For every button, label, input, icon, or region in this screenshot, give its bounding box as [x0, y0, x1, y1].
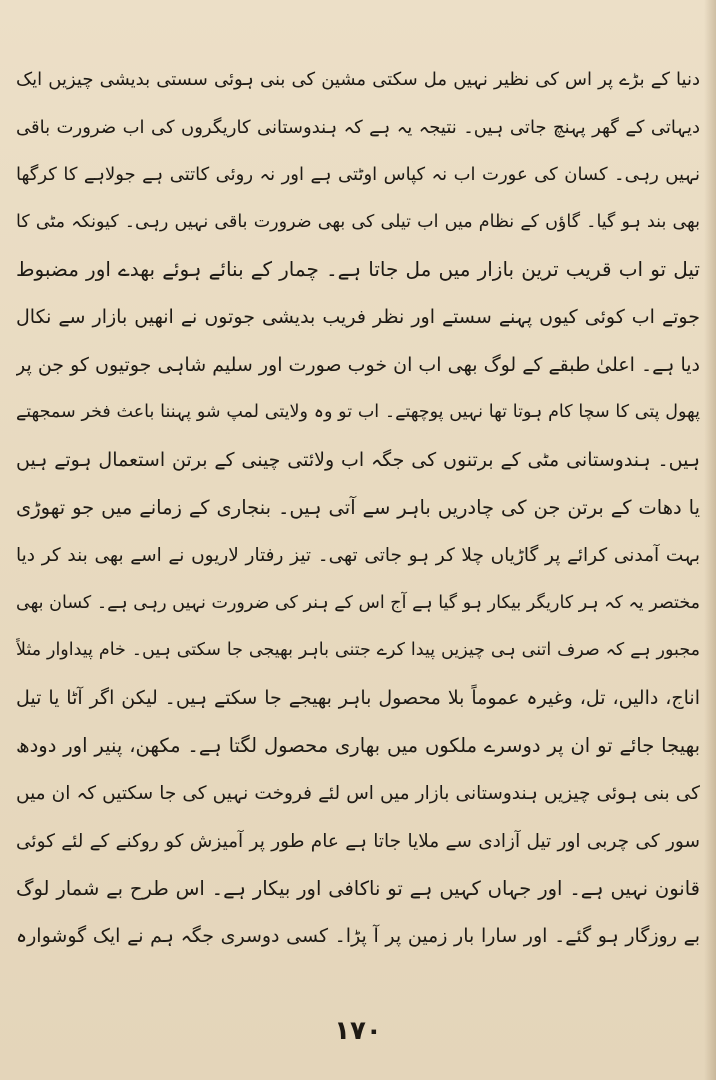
text-line: کی بنی ہوئی چیزیں ہندوستانی بازار میں اس لئے فروخت نہیں کی جا سکتیں کہ ان میں: [16, 782, 700, 804]
urdu-body-text: [16, 56, 700, 960]
text-line: سور کی چربی اور تیل آزادی سے ملایا جاتا ہے عام طور پر آمیزش کو روکنے کے لئے کوئی: [16, 830, 700, 852]
text-line: جوتے اب کوئی کیوں پہنے سستے اور نظر فریب بدیشی جوتوں نے انھیں بازار سے نکال: [16, 305, 700, 328]
page-number: ۱۷۰: [334, 1016, 382, 1046]
text-line: بے روزگار ہو گئے۔ اور سارا بار زمین پر آ پڑا۔ کسی دوسری جگہ ہم نے ایک گوشوارہ: [16, 924, 700, 947]
text-line: پھول پتی کا سچا کام ہوتا تھا نہیں پوچھتے۔ اب تو وہ ولایتی لمپ شو پہننا باعث فخر سمجھتے: [16, 402, 700, 423]
text-line: دیہاتی کے گھر پہنچ جاتی ہیں۔ نتیجہ یہ ہے کہ ہندوستانی کاریگروں کی اب ضرورت باقی: [16, 116, 700, 138]
text-line: دیا ہے۔ اعلیٰ طبقے کے لوگ بھی اب ان خوب صورت اور سلیم شاہی جوتیوں کو جن پر: [16, 353, 700, 376]
text-line: بھیجا جائے تو ان پر دوسرے ملکوں میں بھاری محصول لگتا ہے۔ مکھن، پنیر اور دودھ: [16, 734, 700, 758]
text-line: ہیں۔ ہندوستانی مٹی کے برتنوں کی جگہ اب ولائتی چینی کے برتن استعمال ہوتے ہیں: [16, 448, 700, 471]
text-line: نہیں رہی۔ کسان کی عورت اب نہ کپاس اوٹتی ہے اور نہ روئی کاتتی ہے جولاہے کا کرگھا: [16, 164, 700, 186]
text-line: اناج، دالیں، تل، وغیرہ عموماً بلا محصول باہر بھیجے جا سکتے ہیں۔ لیکن اگر آٹا یا تیل: [16, 686, 700, 709]
text-line: بھی بند ہو گیا۔ گاؤں کے نظام میں اب تیلی کی بھی ضرورت باقی نہیں رہی۔ کیونکہ مٹی کا: [16, 211, 700, 232]
text-line: بہت آمدنی کرائے پر گاڑیاں چلا کر ہو جاتی تھی۔ تیز رفتار لاریوں نے اسے بھی بند کر دیا: [16, 544, 700, 566]
text-line: دنیا کے بڑے پر اس کی نظیر نہیں مل سکتی مشین کی بنی ہوئی سستی بدیشی چیزیں ایک: [16, 69, 700, 90]
text-line: تیل تو اب قریب ترین بازار میں مل جاتا ہے۔ چمار کے بنائے ہوئے بھدے اور مضبوط: [16, 257, 700, 282]
text-line: مجبور ہے کہ صرف اتنی ہی چیزیں پیدا کرے جتنی باہر بھیجی جا سکتی ہیں۔ خام پیداوار مثلاً: [16, 640, 700, 661]
text-line: یا دھات کے برتن جن کی چادریں باہر سے آتی ہیں۔ بنجاری کے زمانے میں جو تھوڑی: [16, 496, 700, 520]
text-line: مختصر یہ کہ ہر کاریگر بیکار ہو گیا ہے آج اس کے ہنر کی ضرورت نہیں رہی ہے۔ کسان بھی: [16, 592, 700, 613]
text-line: قانون نہیں ہے۔ اور جہاں کہیں ہے تو ناکافی اور بیکار ہے۔ اس طرح بے شمار لوگ: [16, 877, 700, 901]
